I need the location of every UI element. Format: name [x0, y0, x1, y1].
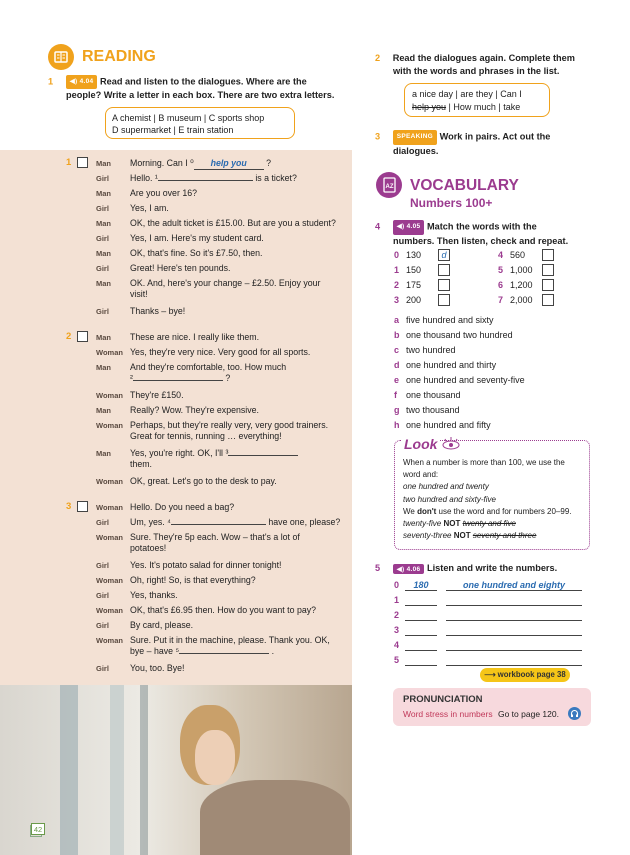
number-word-item [394, 315, 494, 325]
speaker-label: Woman [96, 533, 123, 542]
number-word-item [394, 360, 497, 370]
number-words: one hundred and seventy-five [406, 375, 525, 385]
ex3-instruction-2: dialogues. [393, 145, 439, 156]
word-list-struck: help you [412, 101, 447, 112]
photo-girl-at-window [0, 685, 352, 855]
dialogue-text: Hello. Do you need a bag? [130, 502, 235, 512]
speaker-label: Man [96, 333, 111, 342]
speaker-label: Man [96, 363, 111, 372]
speaker-label: Man [96, 249, 111, 258]
ex5-instruction: Listen and write the numbers. [426, 563, 558, 573]
ex5-row-index: 0 [394, 580, 400, 590]
dialogue-text: Yes, they're very nice. Very good for all sports. [130, 347, 311, 357]
dialogue-line [130, 263, 350, 274]
dialogue-text-after: have one, please? [265, 517, 341, 527]
dialogue-text: These are nice. I really like them. [130, 332, 260, 342]
dialogue-text: OK, that's fine. So it's £7.50, then. [130, 248, 263, 258]
speaker-label: Man [96, 159, 111, 168]
audio-badge-405[interactable]: ◀) 4.05 [393, 220, 425, 235]
ex5-row-index: 4 [394, 640, 400, 650]
number-value: 2,000 [510, 295, 533, 305]
dialogue-text: Um, yes. ⁴ [130, 517, 171, 527]
ex4-instruction-1: Match the words with the [426, 221, 537, 232]
places-line-2: D supermarket | E train station [112, 125, 234, 135]
arrow-icon: ⟶ [484, 670, 498, 679]
match-box[interactable] [542, 279, 554, 291]
speaker-label: Girl [96, 307, 109, 316]
number-item [498, 295, 533, 305]
dialogue-text: Perhaps, but they're really very, very good trainers. [130, 420, 329, 430]
speaker-label: Girl [96, 204, 109, 213]
ex5-number-answer[interactable]: 180 [405, 580, 437, 591]
dialogue-text: Morning. Can I ⁰ [130, 158, 194, 168]
dialogue-line [130, 620, 350, 631]
item-index: 4 [498, 250, 504, 260]
speaker-label: Girl [96, 621, 109, 630]
item-letter: a [394, 315, 400, 325]
number-item [394, 280, 422, 290]
dialogue-line [130, 448, 350, 470]
page-number: 42 [31, 823, 45, 835]
item-letter: c [394, 345, 400, 355]
pronunciation-topic: Word stress in numbers [403, 709, 493, 719]
look-example-4: seventy-three [403, 531, 454, 541]
answer-blank[interactable] [158, 180, 253, 181]
number-word-item [394, 330, 513, 340]
dialogue-text: Really? Wow. They're expensive. [130, 405, 259, 415]
item-index: 1 [394, 265, 400, 275]
speaking-badge: SPEAKING [393, 130, 437, 145]
look-title: Look [404, 436, 438, 452]
dialogue-line [130, 575, 350, 586]
speaker-label: Girl [96, 561, 109, 570]
dialogue-text: And they're comfortable, too. How much [130, 362, 287, 372]
answer-blank[interactable] [228, 455, 298, 456]
match-box[interactable] [542, 264, 554, 276]
ex5-words-answer[interactable]: one hundred and eighty [446, 580, 582, 591]
dialogue-text: Yes, I am. [130, 203, 169, 213]
dialogue-line [130, 203, 350, 214]
speaker-label: Woman [96, 348, 123, 357]
answer-box[interactable] [77, 157, 88, 168]
dialogue-line [130, 248, 350, 259]
dialogue-continuation: potatoes! [130, 543, 167, 553]
ex5-words-answer[interactable] [446, 640, 582, 651]
item-letter: h [394, 420, 400, 430]
speaker-label: Girl [96, 591, 109, 600]
speaker-label: Woman [96, 636, 123, 645]
number-word-item [394, 390, 461, 400]
dialogue-text: You, too. Bye! [130, 663, 185, 673]
dialogue-line [130, 420, 350, 442]
dialogue-text: OK, great. Let's go to the desk to pay. [130, 476, 277, 486]
look-not-1: NOT [443, 519, 461, 529]
ex5-number-answer[interactable] [405, 595, 437, 606]
speaker-label: Man [96, 406, 111, 415]
workbook-link[interactable] [480, 668, 570, 682]
match-box[interactable] [438, 264, 450, 276]
audio-badge-406[interactable]: ◀) 4.06 [393, 564, 425, 574]
ex5-number-answer[interactable] [405, 610, 437, 621]
svg-text:AZ: AZ [385, 184, 394, 190]
number-value: 130 [406, 250, 422, 260]
word-list-1: a nice day | are they | Can I [412, 89, 522, 99]
audio-badge-404[interactable]: ◀) 4.04 [66, 75, 98, 89]
match-box[interactable] [438, 279, 450, 291]
dialogue-text: Hello. ¹ [130, 173, 158, 183]
dialogue-continuation: them. [130, 459, 153, 469]
look-line-3c: use the word and for numbers 20–99. [436, 506, 572, 516]
answer-blank[interactable] [179, 653, 269, 654]
match-box[interactable] [542, 249, 554, 261]
number-value: 175 [406, 280, 422, 290]
dialogue-line [130, 517, 350, 528]
dialogue-line [130, 188, 350, 199]
number-words: two thousand [406, 405, 460, 415]
item-letter: b [394, 330, 400, 340]
dialogue-line [130, 278, 350, 300]
ex5-row-index: 1 [394, 595, 400, 605]
answer-box[interactable] [77, 501, 88, 512]
look-wrong-1: twenty and five [462, 519, 516, 529]
number-item [498, 250, 526, 260]
number-words: one hundred and fifty [406, 420, 491, 430]
headphones-icon[interactable] [568, 707, 581, 720]
ex5-number-answer[interactable] [405, 640, 437, 651]
dialogue-number: 2 [66, 331, 72, 342]
number-value: 1,200 [510, 280, 533, 290]
item-index: 6 [498, 280, 504, 290]
reading-icon [48, 44, 74, 70]
number-words: five hundred and sixty [406, 315, 494, 325]
speaker-label: Woman [96, 503, 123, 512]
look-line-2: word and: [403, 470, 439, 480]
dialogue-text: Sure. Put it in the machine, please. Thank you. OK, [130, 635, 330, 645]
number-value: 1,000 [510, 265, 533, 275]
dialogue-line [130, 306, 350, 317]
speaker-label: Girl [96, 518, 109, 527]
item-index: 3 [394, 295, 400, 305]
look-line-3b: don't [417, 506, 437, 516]
speaker-label: Man [96, 189, 111, 198]
dialogue-text-after: ? [263, 158, 272, 168]
dialogue-continuation: Great for tennis, running … everything! [130, 431, 282, 441]
vocabulary-subtitle: Numbers 100+ [410, 196, 493, 210]
ex5-number-answer[interactable] [405, 655, 437, 666]
answer-blank[interactable]: help you [194, 158, 264, 170]
dialogue-line [130, 347, 350, 358]
dialogue-line [130, 590, 350, 601]
number-words: one thousand two hundred [406, 330, 513, 340]
dialogue-text: Great! Here's ten pounds. [130, 263, 231, 273]
dialogue-line [130, 560, 350, 571]
dialogue-text: Oh, right! So, is that everything? [130, 575, 256, 585]
number-item [498, 265, 533, 275]
ex1-number: 1 [48, 76, 54, 87]
dialogue-line [130, 532, 350, 554]
dialogue-number: 3 [66, 501, 72, 512]
speaker-label: Girl [96, 664, 109, 673]
dialogue-line [130, 502, 350, 513]
ex2-number: 2 [375, 53, 381, 63]
speaker-label: Man [96, 279, 111, 288]
reading-title: READING [82, 48, 156, 65]
dialogue-text-after: ? [222, 373, 231, 383]
number-item [394, 265, 422, 275]
item-letter: e [394, 375, 400, 385]
ex5-number: 5 [375, 563, 381, 573]
dialogue-text: Thanks – bye! [130, 306, 186, 316]
item-index: 0 [394, 250, 400, 260]
ex5-row-index: 3 [394, 625, 400, 635]
dialogue-text: Yes, thanks. [130, 590, 178, 600]
number-words: two hundred [406, 345, 456, 355]
pronunciation-title: PRONUNCIATION [403, 694, 483, 705]
speaker-label: Woman [96, 606, 123, 615]
look-example-1: one hundred and twenty [403, 482, 489, 492]
number-value: 560 [510, 250, 526, 260]
item-letter: f [394, 390, 397, 400]
answer-box[interactable] [77, 331, 88, 342]
ex5-row-index: 2 [394, 610, 400, 620]
vocabulary-title: VOCABULARY [410, 177, 519, 194]
ex5-words-answer[interactable] [446, 610, 582, 621]
dialogue-line [130, 390, 350, 401]
workbook-label: workbook page 38 [497, 670, 566, 679]
dialogue-text: OK. And, here's your change – £2.50. Enjoy your [130, 278, 321, 288]
ex5-words-answer[interactable] [446, 595, 582, 606]
item-index: 7 [498, 295, 504, 305]
dialogue-line [130, 476, 350, 487]
dialogue-line [130, 405, 350, 416]
dialogue-line [130, 362, 350, 384]
answer-blank[interactable] [171, 524, 266, 525]
dialogue-text-after: is a ticket? [252, 173, 297, 183]
number-value: 200 [406, 295, 422, 305]
ex1-instruction-2: people? Write a letter in each box. There are two extra letters. [66, 90, 335, 100]
speaker-label: Woman [96, 576, 123, 585]
number-item [498, 280, 533, 290]
look-example-2: two hundred and sixty-five [403, 494, 496, 504]
dialogue-continuation: bye – have ⁵ [130, 646, 180, 656]
look-wrong-2: seventy and three [472, 531, 537, 541]
speaker-label: Girl [96, 234, 109, 243]
ex4-instruction-2: numbers. Then listen, check and repeat. [393, 235, 569, 246]
answer-blank[interactable] [133, 380, 223, 381]
dialogue-text: By card, please. [130, 620, 194, 630]
ex2-instruction-1: Read the dialogues again. Complete them [392, 53, 575, 63]
look-not-2: NOT [453, 531, 471, 541]
match-box[interactable]: d [438, 249, 450, 261]
word-list-2: | How much | take [446, 101, 521, 112]
dialogue-line [130, 233, 350, 244]
dialogue-text-after: . [269, 646, 275, 656]
match-box[interactable] [438, 294, 450, 306]
speaker-label: Woman [96, 421, 123, 430]
number-words: one hundred and thirty [406, 360, 497, 370]
dialogue-continuation: ² [130, 373, 133, 383]
places-line-1: A chemist | B museum | C sports shop [112, 113, 265, 123]
number-item [394, 250, 447, 260]
look-line-1: When a number is more than 100, we use the [403, 458, 565, 467]
ex5-number-answer[interactable] [405, 625, 437, 636]
dialogue-line [130, 158, 350, 170]
az-book-icon [376, 172, 402, 198]
ex5-words-answer[interactable] [446, 655, 582, 666]
eye-icon [440, 436, 462, 452]
ex1-instruction-1: Read and listen to the dialogues. Where are the [99, 76, 307, 87]
ex3-instruction-1: Work in pairs. Act out the [439, 131, 551, 142]
item-letter: g [394, 405, 400, 415]
dialogue-text: Yes. It's potato salad for dinner tonight! [130, 560, 282, 570]
look-line-3a: We [403, 506, 418, 516]
number-value: 150 [406, 265, 422, 275]
dialogue-line [130, 173, 350, 184]
look-example-3: twenty-five [403, 519, 444, 529]
item-index: 5 [498, 265, 504, 275]
match-box[interactable] [542, 294, 554, 306]
dialogue-text: OK, that's £6.95 then. How do you want to pay? [130, 605, 317, 615]
number-word-item [394, 420, 491, 430]
ex4-number: 4 [375, 221, 381, 232]
speaker-label: Girl [96, 174, 109, 183]
dialogue-text: Are you over 16? [130, 188, 197, 198]
dialogue-continuation: visit! [130, 289, 148, 299]
dialogue-line [130, 605, 350, 616]
number-word-item [394, 375, 525, 385]
ex5-words-answer[interactable] [446, 625, 582, 636]
dialogue-line [130, 635, 350, 657]
speaker-label: Woman [96, 391, 123, 400]
ex2-instruction-2: with the words and phrases in the list. [393, 65, 560, 76]
dialogue-number: 1 [66, 157, 72, 168]
dialogue-line [130, 663, 350, 674]
dialogue-line [130, 332, 350, 343]
number-word-item [394, 345, 456, 355]
dialogue-line [130, 218, 350, 229]
item-letter: d [394, 360, 400, 370]
pronunciation-goto: Go to page 120. [497, 709, 559, 719]
ex5-row-index: 5 [394, 655, 400, 665]
number-item [394, 295, 422, 305]
number-words: one thousand [406, 390, 461, 400]
speaker-label: Man [96, 219, 111, 228]
dialogue-text: OK, the adult ticket is £15.00. But are you a student? [130, 218, 336, 228]
dialogue-text: Yes, I am. Here's my student card. [130, 233, 264, 243]
item-index: 2 [394, 280, 400, 290]
speaker-label: Man [96, 449, 111, 458]
dialogue-text: Sure. They're 5p each. Wow – that's a lot of [130, 532, 300, 542]
speaker-label: Woman [96, 477, 123, 486]
ex3-number: 3 [375, 131, 381, 142]
speaker-label: Girl [96, 264, 109, 273]
dialogue-text: They're £150. [130, 390, 184, 400]
number-word-item [394, 405, 460, 415]
dialogue-text: Yes, you're right. OK, I'll ³ [130, 448, 229, 458]
